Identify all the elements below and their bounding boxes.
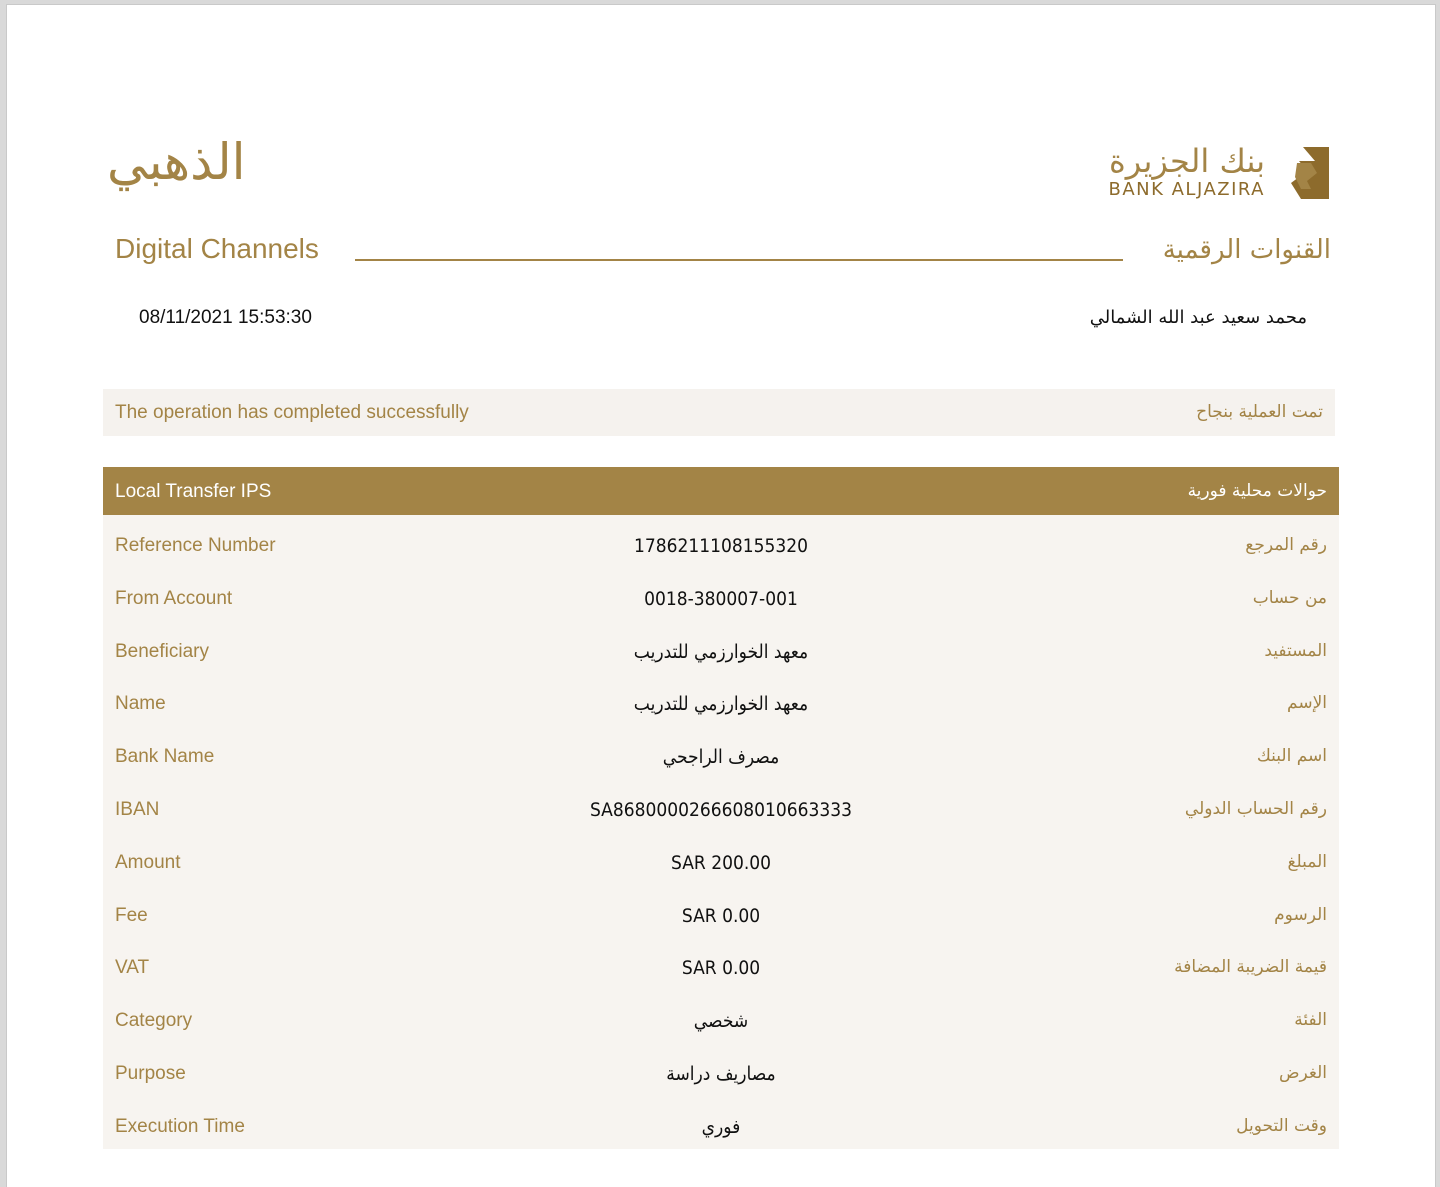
row-label-en: Category <box>115 1010 193 1032</box>
digital-channels-ar: القنوات الرقمية <box>1162 235 1331 265</box>
row-label-ar: المبلغ <box>1287 851 1327 872</box>
status-message-en: The operation has completed successfully <box>115 402 469 423</box>
row-label-en: Bank Name <box>115 746 215 768</box>
transfer-title-en: Local Transfer IPS <box>115 481 272 502</box>
brand-golden-title: الذهبي <box>107 133 246 191</box>
table-row <box>103 574 1339 627</box>
table-row <box>103 732 1339 785</box>
table-row <box>103 1049 1339 1102</box>
row-value: SA8680000266608010663333 <box>589 798 853 821</box>
table-row <box>103 785 1339 838</box>
table-row <box>103 891 1339 944</box>
row-value: SAR 0.00 <box>681 957 761 980</box>
row-label-ar: المستفيد <box>1264 640 1327 661</box>
table-row <box>103 679 1339 732</box>
row-label-ar: قيمة الضريبة المضافة <box>1174 957 1327 978</box>
row-label-ar: الإسم <box>1287 693 1327 714</box>
row-label-en: VAT <box>115 957 150 979</box>
transaction-datetime: 08/11/2021 15:53:30 <box>139 307 312 328</box>
logo-text <box>1108 142 1265 200</box>
table-row <box>103 838 1339 891</box>
row-label-en: IBAN <box>115 798 160 820</box>
row-value: شخصي <box>693 1010 749 1033</box>
row-label-en: Fee <box>115 904 148 926</box>
table-row <box>103 996 1339 1049</box>
row-value: مصرف الراجحي <box>662 746 780 769</box>
status-banner <box>103 389 1335 436</box>
status-message-ar: تمت العملية بنجاح <box>1196 402 1323 422</box>
row-label-en: Execution Time <box>115 1115 245 1137</box>
logo-english: BANK ALJAZIRA <box>1108 179 1265 200</box>
row-label-en: Purpose <box>115 1062 186 1084</box>
customer-name: محمد سعيد عبد الله الشمالي <box>1089 307 1307 328</box>
row-label-ar: رقم المرجع <box>1245 535 1327 555</box>
row-value: SAR 0.00 <box>681 904 761 927</box>
row-label-en: Name <box>115 693 166 715</box>
transfer-rows <box>103 521 1339 1155</box>
row-label-ar: اسم البنك <box>1256 746 1327 767</box>
row-value: SAR 200.00 <box>671 851 771 874</box>
bank-logo <box>1108 137 1329 199</box>
row-label-en: Amount <box>115 851 181 873</box>
transfer-details-panel <box>103 467 1339 1149</box>
row-label-en: Reference Number <box>115 535 276 556</box>
row-label-ar: وقت التحويل <box>1236 1115 1327 1136</box>
row-label-ar: من حساب <box>1252 587 1327 608</box>
row-value: معهد الخوارزمي للتدريب <box>633 693 809 716</box>
row-label-ar: الغرض <box>1278 1062 1327 1083</box>
table-row <box>103 627 1339 680</box>
digital-channels-en: Digital Channels <box>115 233 319 264</box>
header-divider <box>355 259 1123 261</box>
row-value: 1786211108155320 <box>634 535 808 557</box>
row-label-ar: الرسوم <box>1274 904 1327 925</box>
row-value: مصاريف دراسة <box>666 1062 776 1085</box>
table-row <box>103 943 1339 996</box>
transfer-title-ar: حوالات محلية فورية <box>1187 481 1327 501</box>
row-value: فوري <box>701 1115 741 1138</box>
transfer-header <box>103 467 1339 515</box>
row-label-en: From Account <box>115 587 233 609</box>
row-label-en: Beneficiary <box>115 640 209 662</box>
receipt-page <box>6 4 1436 1187</box>
row-value: 0018-380007-001 <box>644 587 798 610</box>
logo-arabic: بنك الجزيرة <box>1109 142 1265 180</box>
logo-mark-icon <box>1277 147 1329 199</box>
row-value: معهد الخوارزمي للتدريب <box>633 640 809 663</box>
table-row <box>103 521 1339 574</box>
row-label-ar: الفئة <box>1294 1010 1327 1031</box>
table-row <box>103 1102 1339 1155</box>
row-label-ar: رقم الحساب الدولي <box>1184 798 1327 819</box>
